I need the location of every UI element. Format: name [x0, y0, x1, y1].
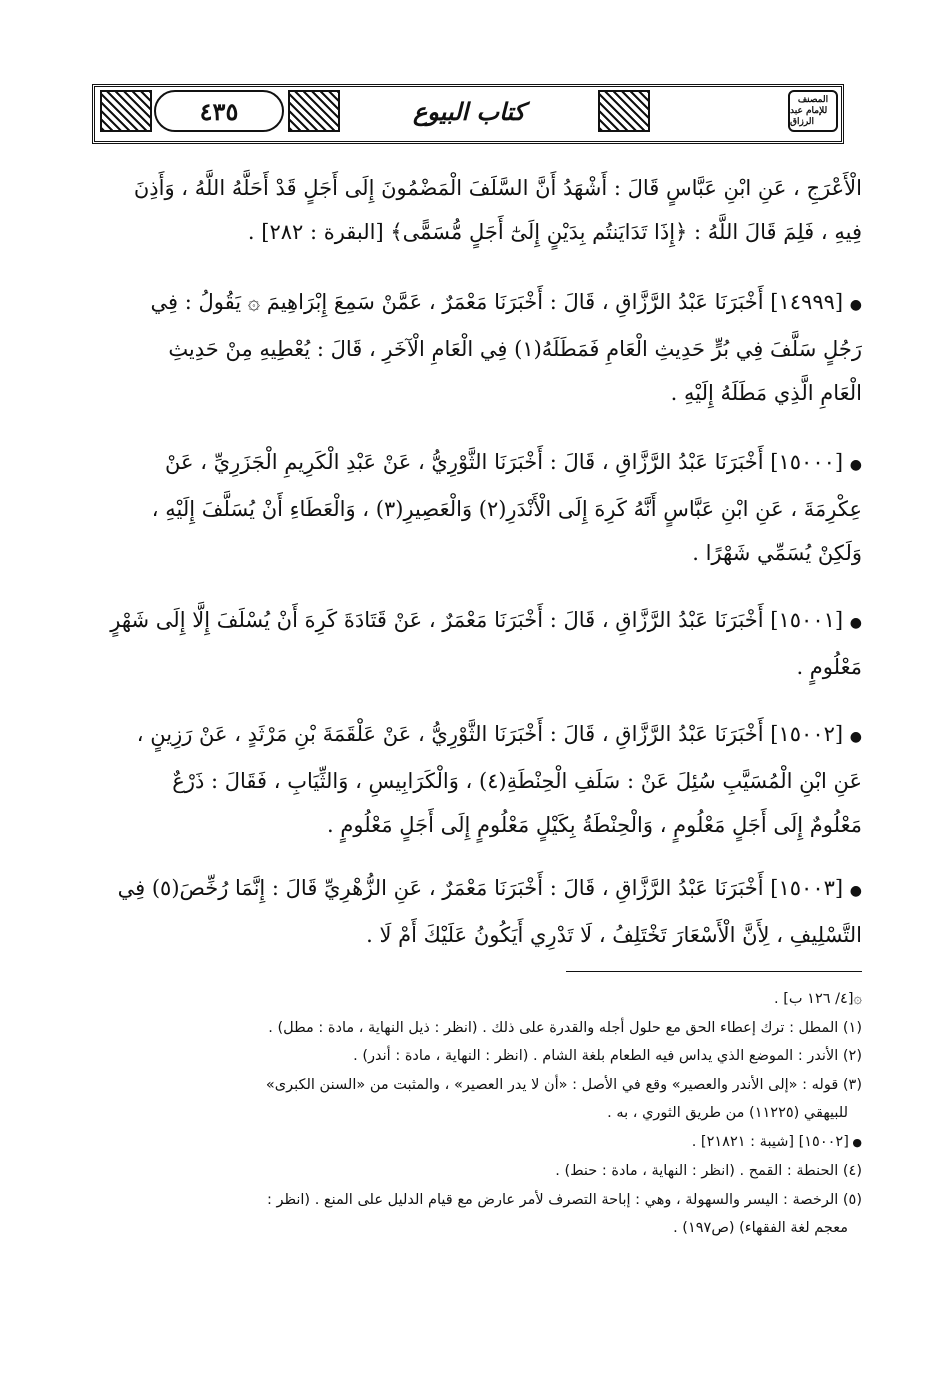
chapter-title [344, 90, 594, 132]
ornament-center-right [598, 90, 650, 132]
hadith-paragraph [92, 712, 862, 847]
text-line: التَّسْلِيفِ ، لِأَنَّ الْأَسْعَارَ تَخْتَلِفُ ، لَا تَدْرِي أَيَكُونُ عَلَيْكَ أَمْ لَا . [366, 923, 862, 947]
hadith-15001 [92, 598, 862, 689]
text-line: مَعْلُومٌ إِلَى أَجَلٍ مَعْلُومٍ ، وَالْحِنْطَةُ بِكَيْلٍ مَعْلُومٍ إِلَى أَجَلٍ مَعْلُومٍ . [327, 813, 862, 837]
hadith-paragraph [92, 598, 862, 689]
bullet-icon: ● [849, 297, 862, 313]
ornament-left [100, 90, 152, 132]
text-line: الْأَعْرَجِ ، عَنِ ابْنِ عَبَّاسٍ قَالَ : أَشْهَدُ أَنَّ السَّلَفَ الْمَضْمُونَ إِلَى أَجَلٍ قَدْ أَحَلَّهُ اللَّهُ ، وَأَذِنَ [133, 176, 862, 200]
paragraph-continuation [92, 166, 862, 254]
bullet-icon: ● [849, 729, 862, 745]
hadith-15002 [92, 712, 862, 847]
text-line: [١٥٠٠١] أَخْبَرَنَا عَبْدُ الرَّزَّاقِ ، قَالَ : أَخْبَرَنَا مَعْمَرٌ ، عَنْ قَتَادَةَ كَرِهَ أَنْ يُسْلَفَ إِلَّا إِلَى شَهْرٍ [110, 608, 844, 632]
main-text [92, 166, 862, 254]
page-header [92, 84, 844, 144]
footnote-ref: [١٥٠٠٢] [شيبة : ٢١٨٢١] . [691, 1133, 849, 1150]
hadith-14999 [92, 280, 862, 415]
footnote-line: (٢) الأندر : الموضع الذي يداس فيه الطعام بلغة الشام . (انظر : النهاية ، مادة : أندر) . [353, 1048, 862, 1064]
footnote-line: (٤) الحنطة : القمح . (انظر : النهاية ، مادة : حنط) . [555, 1163, 862, 1179]
hadith-15003 [92, 866, 862, 957]
footnotes [92, 985, 862, 1243]
bullet-icon: ● [849, 457, 862, 473]
bullet-icon: ● [849, 615, 862, 631]
page-number-text: ٤٣٥ [199, 96, 239, 126]
text-line: [١٥٠٠٣] أَخْبَرَنَا عَبْدُ الرَّزَّاقِ ، قَالَ : أَخْبَرَنَا مَعْمَرٌ ، عَنِ الزُّهْرِيِّ قَالَ : إِنَّمَا رُخِّصَ(٥) فِي [117, 876, 844, 900]
bullet-icon: ● [849, 883, 862, 899]
text-line: [١٤٩٩٩] أَخْبَرَنَا عَبْدُ الرَّزَّاقِ ، قَالَ : أَخْبَرَنَا مَعْمَرٌ ، عَمَّنْ سَمِعَ إِبْرَاهِيمَ ۞ يَقُولُ : فِي [150, 290, 844, 314]
page-number [154, 90, 284, 132]
hadith-15000 [92, 440, 862, 575]
text-line: رَجُلٍ سَلَّفَ فِي بُرٍّ حَدِيثِ الْعَامِ فَمَطَلَهُ(١) فِي الْعَامِ الْآخَرِ ، قَالَ : يُعْطِيهِ مِنْ حَدِيثِ [168, 337, 862, 361]
footnote-divider [566, 971, 862, 972]
bullet-icon: ● [848, 1135, 862, 1149]
text-line: عَنِ ابْنِ الْمُسَيَّبِ سُئِلَ عَنْ : سَلَفِ الْحِنْطَةِ(٤) ، وَالْكَرَابِيسِ ، وَالثِّيَابِ ، فَقَالَ : ذَرْعٌ [172, 769, 862, 793]
footnote-line: (١) المطل : ترك إعطاء الحق مع حلول أجله والقدرة على ذلك . (انظر : ذيل النهاية ، مادة : مطل) . [268, 1019, 862, 1036]
footnote-line: (٣) قوله : «إلى الأندر والعصير» وقع في الأصل : «أن لا يدر العصير» ، والمثبت من «السنن الكبرى» [265, 1076, 862, 1093]
hadith-paragraph [92, 280, 862, 415]
hadith-paragraph [92, 440, 862, 575]
chapter-title-text: كتاب البيوع [412, 96, 526, 126]
text-line: عِكْرِمَةَ ، عَنِ ابْنِ عَبَّاسٍ أَنَّهُ كَرِهَ إِلَى الْأَنْدَرِ(٢) وَالْعَصِيرِ(٣) ، وَالْعَطَاءِ أَنْ يُسَلَّفَ إِلَيْهِ ، [151, 497, 862, 521]
text-line: [١٥٠٠٢] أَخْبَرَنَا عَبْدُ الرَّزَّاقِ ، قَالَ : أَخْبَرَنَا الثَّوْرِيُّ ، عَنْ عَلْقَمَةَ بْنِ مَرْثَدٍ ، عَنْ رَزِينٍ ، [136, 722, 844, 746]
book-logo-badge [788, 90, 838, 132]
footnote-line: للبيهقي (١١٢٢٥) من طريق الثوري ، به . [607, 1105, 848, 1121]
text-line: الْعَامِ الَّذِي مَطَلَهُ إِلَيْهِ . [670, 381, 862, 405]
footnote-line: (٥) الرخصة : اليسر والسهولة ، وهي : إباحة التصرف لأمر عارض مع قيام الدليل على المنع . (انظر : [266, 1191, 862, 1208]
hadith-paragraph [92, 866, 862, 957]
text-line: [١٥٠٠٠] أَخْبَرَنَا عَبْدُ الرَّزَّاقِ ، قَالَ : أَخْبَرَنَا الثَّوْرِيُّ ، عَنْ عَبْدِ الْكَرِيمِ الْجَزَرِيِّ ، عَنْ [165, 450, 844, 474]
ornament-center-left [288, 90, 340, 132]
text-line: وَلَكِنْ يُسَمِّي شَهْرًا . [692, 541, 862, 565]
footnote-line: ۞[٤/ ١٢٦ ب] . [774, 991, 862, 1007]
logo-line-2: للإمام عبد الرزاق [790, 105, 828, 127]
text-line: فِيهِ ، فَلِمَ قَالَ اللَّهُ : ﴿إِذَا تَدَايَنتُم بِدَيْنٍ إِلَىٰٓ أَجَلٍ مُّسَمًّى﴾ [البقرة : ٢٨٢] . [247, 220, 862, 244]
footnote-line: معجم لغة الفقهاء) (ص١٩٧) . [673, 1220, 848, 1236]
footnote-line [92, 1128, 862, 1158]
logo-line-1: المصنف [797, 94, 829, 105]
text-line: مَعْلُومٍ . [796, 655, 862, 679]
